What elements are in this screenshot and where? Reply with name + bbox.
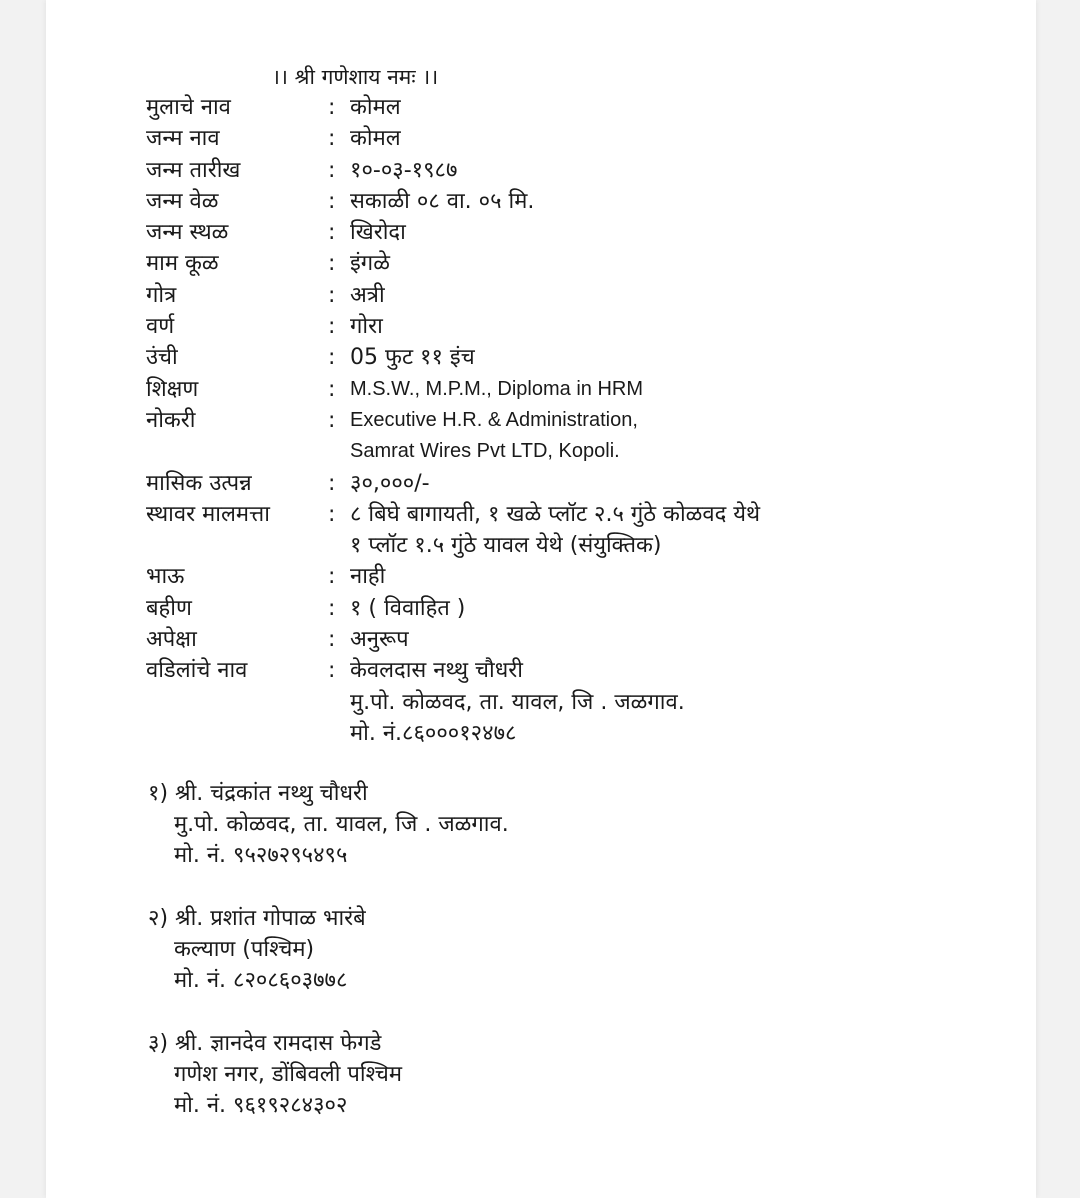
biodata-row xyxy=(146,468,760,499)
field-label: माम कूळ xyxy=(146,251,219,277)
reference-entry xyxy=(148,1028,509,1121)
biodata-row xyxy=(146,155,760,186)
field-value xyxy=(350,405,638,468)
field-separator: : xyxy=(328,345,336,371)
field-label: अपेक्षा xyxy=(146,627,197,653)
field-value-line: १ ( विवाहित ) xyxy=(350,595,466,621)
field-value-line: अनुरूप xyxy=(350,627,409,653)
field-separator: : xyxy=(328,251,336,277)
reference-phone: मो. नं. ९५२७२९५४९५ xyxy=(174,843,348,868)
field-label: वर्ण xyxy=(146,314,175,340)
field-value-line: ३०,०००/- xyxy=(350,470,430,496)
field-value xyxy=(350,155,457,186)
field-label: उंची xyxy=(146,345,178,371)
reference-name: ३) श्री. ज्ञानदेव रामदास फेगडे xyxy=(148,1031,382,1056)
field-label: गोत्र xyxy=(146,282,177,308)
biodata-table xyxy=(146,92,760,749)
biodata-row xyxy=(146,186,760,217)
field-value-line: Samrat Wires Pvt LTD, Kopoli. xyxy=(350,440,620,463)
reference-entry xyxy=(148,903,509,996)
field-separator: : xyxy=(328,501,336,527)
field-value xyxy=(350,217,406,248)
field-separator: : xyxy=(328,157,336,183)
biodata-row xyxy=(146,248,760,279)
field-value-line: केवलदास नथ्थु चौधरी xyxy=(350,658,523,684)
field-value xyxy=(350,248,390,279)
field-value xyxy=(350,593,465,624)
field-value-line: इंगळे xyxy=(350,251,390,277)
reference-address: गणेश नगर, डोंबिवली पश्चिम xyxy=(174,1062,403,1087)
field-value xyxy=(350,374,643,405)
field-separator: : xyxy=(328,658,336,684)
field-label: नोकरी xyxy=(146,407,196,433)
field-value xyxy=(350,342,475,373)
reference-name: २) श्री. प्रशांत गोपाळ भारंबे xyxy=(148,906,366,931)
field-value-line: अत्री xyxy=(350,282,385,308)
reference-entry xyxy=(148,778,509,871)
reference-phone: मो. नं. ८२०८६०३७७८ xyxy=(174,968,348,993)
field-separator: : xyxy=(328,627,336,653)
field-value xyxy=(350,468,430,499)
field-value xyxy=(350,186,534,217)
field-label: मासिक उत्पन्न xyxy=(146,470,252,496)
biodata-row xyxy=(146,217,760,248)
field-label: शिक्षण xyxy=(146,376,199,402)
field-separator: : xyxy=(328,126,336,152)
field-value-line: Executive H.R. & Administration, xyxy=(350,408,638,431)
biodata-row xyxy=(146,499,760,562)
field-label: जन्म स्थळ xyxy=(146,220,229,246)
field-separator: : xyxy=(328,407,336,433)
blessing-heading: ।। श्री गणेशाय नमः ।। xyxy=(272,65,439,89)
field-label: भाऊ xyxy=(146,564,185,590)
field-value-line: कोमल xyxy=(350,95,401,120)
field-label: वडिलांचे नाव xyxy=(146,658,248,684)
references-section xyxy=(148,778,509,1153)
field-value-line: मु.पो. कोळवद, ता. यावल, जि . जळगाव. xyxy=(350,689,685,715)
field-label: जन्म नाव xyxy=(146,126,220,152)
field-value xyxy=(350,624,409,655)
biodata-row xyxy=(146,405,760,468)
biodata-row xyxy=(146,593,760,624)
biodata-row xyxy=(146,561,760,592)
field-value-line: ८ बिघे बागायती, १ खळे प्लॉट २.५ गुंठे कोळवद येथे xyxy=(350,501,761,527)
biodata-row xyxy=(146,374,760,405)
field-separator: : xyxy=(328,314,336,340)
reference-address: मु.पो. कोळवद, ता. यावल, जि . जळगाव. xyxy=(174,812,509,837)
reference-name: १) श्री. चंद्रकांत नथ्थु चौधरी xyxy=(148,781,368,806)
field-value xyxy=(350,123,401,154)
document-page xyxy=(46,0,1036,1198)
field-value-line: M.S.W., M.P.M., Diploma in HRM xyxy=(350,377,644,400)
field-value xyxy=(350,499,760,562)
field-separator: : xyxy=(328,595,336,621)
field-separator: : xyxy=(328,376,336,402)
field-value xyxy=(350,655,685,749)
field-value xyxy=(350,280,385,311)
field-label: बहीण xyxy=(146,595,192,621)
field-value xyxy=(350,92,401,123)
biodata-row xyxy=(146,342,760,373)
field-value-line: १ प्लॉट १.५ गुंठे यावल येथे (संयुक्तिक) xyxy=(350,533,662,559)
field-value-line: मो. नं.८६०००१२४७८ xyxy=(350,720,517,746)
field-value-line: गोरा xyxy=(350,314,383,340)
field-label: मुलाचे नाव xyxy=(146,95,231,120)
field-value-line: नाही xyxy=(350,564,386,590)
field-label: जन्म वेळ xyxy=(146,188,219,214)
field-separator: : xyxy=(328,282,336,308)
biodata-row xyxy=(146,311,760,342)
biodata-row xyxy=(146,92,760,123)
field-value-line: सकाळी ०८ वा. ०५ मि. xyxy=(350,188,535,214)
biodata-row xyxy=(146,655,760,749)
field-separator: : xyxy=(328,95,336,120)
field-separator: : xyxy=(328,220,336,246)
field-label: स्थावर मालमत्ता xyxy=(146,501,270,527)
field-separator: : xyxy=(328,564,336,590)
field-separator: : xyxy=(328,470,336,496)
reference-address: कल्याण (पश्चिम) xyxy=(174,937,315,962)
field-label: जन्म तारीख xyxy=(146,157,241,183)
field-value xyxy=(350,311,383,342)
biodata-row xyxy=(146,280,760,311)
field-value-line: कोमल xyxy=(350,126,401,152)
field-value xyxy=(350,561,385,592)
biodata-row xyxy=(146,123,760,154)
biodata-row xyxy=(146,624,760,655)
field-value-line: खिरोदा xyxy=(350,220,406,246)
reference-phone: मो. नं. ९६१९२८४३०२ xyxy=(174,1093,348,1118)
field-separator: : xyxy=(328,188,336,214)
field-value-line: 05 फुट ११ इंच xyxy=(350,345,475,371)
field-value-line: १०-०३-१९८७ xyxy=(350,157,458,183)
